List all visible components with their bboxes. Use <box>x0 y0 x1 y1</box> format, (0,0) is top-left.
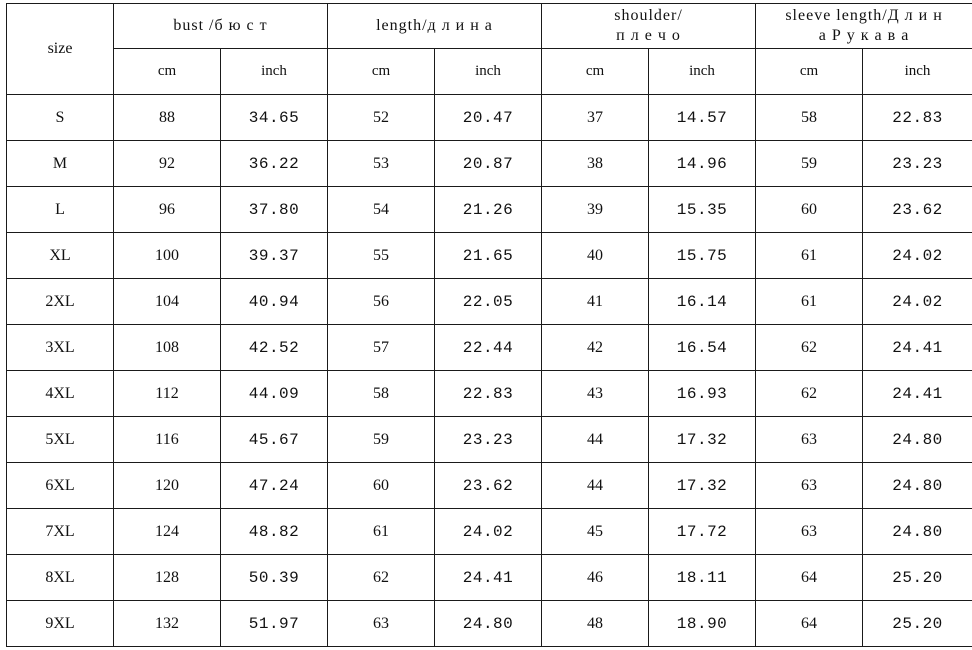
sleeve-cm-cell: 63 <box>756 463 863 509</box>
shoulder-inch-cell: 18.11 <box>649 555 756 601</box>
table-row <box>7 509 972 555</box>
shoulder-inch-cell: 16.54 <box>649 325 756 371</box>
shoulder-inch-cell: 15.75 <box>649 233 756 279</box>
length-inch-cell: 20.87 <box>435 141 542 187</box>
table-row <box>7 417 972 463</box>
length-inch-header: inch <box>435 49 542 95</box>
shoulder-cm-cell: 37 <box>542 95 649 141</box>
sleeve-inch-cell: 24.41 <box>863 325 972 371</box>
bust-group-header: bust /б ю с т <box>114 4 328 49</box>
sleeve-inch-cell: 23.62 <box>863 187 972 233</box>
sleeve-inch-cell: 23.23 <box>863 141 972 187</box>
bust-cm-header: cm <box>114 49 221 95</box>
shoulder-cm-cell: 44 <box>542 463 649 509</box>
bust-inch-cell: 45.67 <box>221 417 328 463</box>
size-cell: 6XL <box>7 463 114 509</box>
size-cell: 7XL <box>7 509 114 555</box>
bust-cm-cell: 96 <box>114 187 221 233</box>
size-column-header: size <box>7 4 114 95</box>
sleeve-cm-cell: 60 <box>756 187 863 233</box>
sleeve-inch-header: inch <box>863 49 972 95</box>
shoulder-inch-cell: 17.32 <box>649 463 756 509</box>
shoulder-cm-cell: 43 <box>542 371 649 417</box>
sleeve-header-line-1: sleeve length/Д л и н <box>785 7 943 24</box>
table-row <box>7 187 972 233</box>
bust-cm-cell: 88 <box>114 95 221 141</box>
sleeve-cm-cell: 62 <box>756 371 863 417</box>
sleeve-header-line-2: а Р у к а в а <box>818 27 910 44</box>
bust-inch-header: inch <box>221 49 328 95</box>
length-cm-cell: 62 <box>328 555 435 601</box>
size-cell: 2XL <box>7 279 114 325</box>
table-row <box>7 95 972 141</box>
length-cm-cell: 61 <box>328 509 435 555</box>
length-inch-cell: 20.47 <box>435 95 542 141</box>
shoulder-cm-cell: 48 <box>542 601 649 647</box>
table-row <box>7 555 972 601</box>
shoulder-inch-cell: 14.96 <box>649 141 756 187</box>
bust-inch-cell: 39.37 <box>221 233 328 279</box>
table-row <box>7 325 972 371</box>
shoulder-cm-cell: 44 <box>542 417 649 463</box>
bust-cm-cell: 120 <box>114 463 221 509</box>
shoulder-cm-cell: 41 <box>542 279 649 325</box>
sleeve-cm-cell: 64 <box>756 601 863 647</box>
sleeve-cm-cell: 61 <box>756 279 863 325</box>
table-row <box>7 233 972 279</box>
bust-cm-cell: 108 <box>114 325 221 371</box>
sleeve-inch-cell: 25.20 <box>863 555 972 601</box>
length-cm-cell: 56 <box>328 279 435 325</box>
length-cm-cell: 59 <box>328 417 435 463</box>
bust-inch-cell: 34.65 <box>221 95 328 141</box>
bust-cm-cell: 100 <box>114 233 221 279</box>
sleeve-inch-cell: 24.02 <box>863 233 972 279</box>
size-cell: 9XL <box>7 601 114 647</box>
shoulder-inch-cell: 17.32 <box>649 417 756 463</box>
length-inch-cell: 21.65 <box>435 233 542 279</box>
bust-inch-cell: 48.82 <box>221 509 328 555</box>
shoulder-cm-cell: 42 <box>542 325 649 371</box>
length-cm-cell: 58 <box>328 371 435 417</box>
table-row <box>7 279 972 325</box>
table-body <box>7 95 972 647</box>
length-cm-cell: 53 <box>328 141 435 187</box>
size-cell: M <box>7 141 114 187</box>
shoulder-inch-cell: 14.57 <box>649 95 756 141</box>
length-inch-cell: 24.02 <box>435 509 542 555</box>
length-cm-cell: 55 <box>328 233 435 279</box>
size-chart-table <box>6 3 972 647</box>
shoulder-cm-header: cm <box>542 49 649 95</box>
size-cell: L <box>7 187 114 233</box>
shoulder-header-line-2: п л е ч о <box>616 27 681 44</box>
length-cm-cell: 54 <box>328 187 435 233</box>
bust-cm-cell: 132 <box>114 601 221 647</box>
length-inch-cell: 23.23 <box>435 417 542 463</box>
length-inch-cell: 22.05 <box>435 279 542 325</box>
sleeve-inch-cell: 25.20 <box>863 601 972 647</box>
shoulder-inch-cell: 15.35 <box>649 187 756 233</box>
length-cm-cell: 63 <box>328 601 435 647</box>
sleeve-group-header <box>756 4 972 49</box>
sleeve-inch-cell: 24.80 <box>863 509 972 555</box>
bust-inch-cell: 50.39 <box>221 555 328 601</box>
length-inch-cell: 24.80 <box>435 601 542 647</box>
length-inch-cell: 22.44 <box>435 325 542 371</box>
shoulder-group-header <box>542 4 756 49</box>
bust-cm-cell: 112 <box>114 371 221 417</box>
length-inch-cell: 24.41 <box>435 555 542 601</box>
table-row <box>7 601 972 647</box>
bust-cm-cell: 116 <box>114 417 221 463</box>
size-cell: 8XL <box>7 555 114 601</box>
length-inch-cell: 23.62 <box>435 463 542 509</box>
sleeve-cm-cell: 62 <box>756 325 863 371</box>
table-header <box>7 4 972 95</box>
sleeve-cm-cell: 63 <box>756 509 863 555</box>
shoulder-inch-cell: 18.90 <box>649 601 756 647</box>
shoulder-cm-cell: 39 <box>542 187 649 233</box>
bust-cm-cell: 92 <box>114 141 221 187</box>
bust-inch-cell: 37.80 <box>221 187 328 233</box>
size-cell: 5XL <box>7 417 114 463</box>
bust-inch-cell: 36.22 <box>221 141 328 187</box>
length-cm-cell: 57 <box>328 325 435 371</box>
size-cell: XL <box>7 233 114 279</box>
sleeve-cm-cell: 61 <box>756 233 863 279</box>
table-row <box>7 141 972 187</box>
length-inch-cell: 22.83 <box>435 371 542 417</box>
shoulder-cm-cell: 38 <box>542 141 649 187</box>
bust-cm-cell: 104 <box>114 279 221 325</box>
shoulder-inch-cell: 17.72 <box>649 509 756 555</box>
table-row <box>7 371 972 417</box>
sleeve-cm-cell: 59 <box>756 141 863 187</box>
sleeve-inch-cell: 24.80 <box>863 463 972 509</box>
table-row <box>7 463 972 509</box>
bust-inch-cell: 51.97 <box>221 601 328 647</box>
bust-inch-cell: 42.52 <box>221 325 328 371</box>
sleeve-inch-cell: 24.80 <box>863 417 972 463</box>
shoulder-inch-cell: 16.93 <box>649 371 756 417</box>
sleeve-inch-cell: 22.83 <box>863 95 972 141</box>
shoulder-header-line-1: shoulder/ <box>614 7 683 24</box>
shoulder-cm-cell: 40 <box>542 233 649 279</box>
sleeve-cm-cell: 58 <box>756 95 863 141</box>
bust-cm-cell: 128 <box>114 555 221 601</box>
sleeve-cm-cell: 63 <box>756 417 863 463</box>
bust-cm-cell: 124 <box>114 509 221 555</box>
bust-inch-cell: 40.94 <box>221 279 328 325</box>
bust-inch-cell: 44.09 <box>221 371 328 417</box>
size-cell: 3XL <box>7 325 114 371</box>
sleeve-inch-cell: 24.02 <box>863 279 972 325</box>
shoulder-inch-cell: 16.14 <box>649 279 756 325</box>
length-group-header: length/д л и н а <box>328 4 542 49</box>
sleeve-cm-header: cm <box>756 49 863 95</box>
shoulder-inch-header: inch <box>649 49 756 95</box>
length-cm-cell: 52 <box>328 95 435 141</box>
length-inch-cell: 21.26 <box>435 187 542 233</box>
shoulder-cm-cell: 45 <box>542 509 649 555</box>
bust-inch-cell: 47.24 <box>221 463 328 509</box>
sleeve-cm-cell: 64 <box>756 555 863 601</box>
length-cm-header: cm <box>328 49 435 95</box>
shoulder-cm-cell: 46 <box>542 555 649 601</box>
size-cell: S <box>7 95 114 141</box>
sleeve-inch-cell: 24.41 <box>863 371 972 417</box>
size-cell: 4XL <box>7 371 114 417</box>
length-cm-cell: 60 <box>328 463 435 509</box>
